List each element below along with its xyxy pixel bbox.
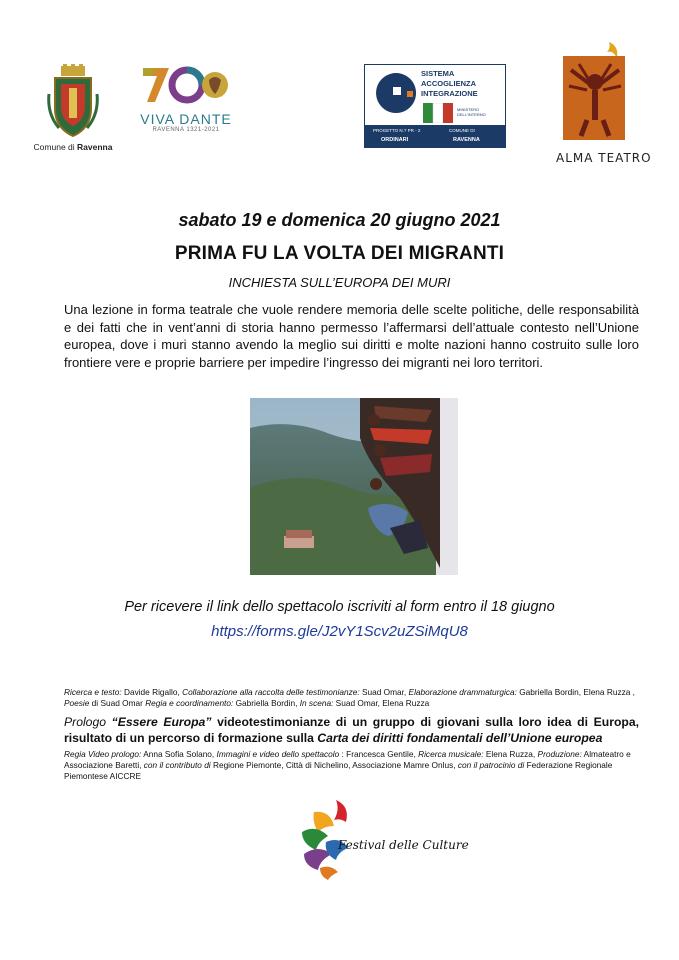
credit-value: Elena Ruzza, — [483, 749, 538, 759]
migrants-boat-photo — [250, 398, 458, 575]
credit-label: Collaborazione alla raccolta delle testimonianze: — [182, 687, 360, 697]
viva-dante-logo — [138, 66, 234, 146]
alma-teatro-logo — [556, 40, 652, 166]
credit-value: Davide Rigallo, — [121, 687, 183, 697]
signup-instructions: Per ricevere il link dello spettacolo iscriviti al form entro il 18 giugno — [124, 599, 555, 615]
ministry-flag-icon — [423, 103, 453, 123]
comune-name: Ravenna — [77, 142, 113, 152]
sai-title-line-2: ACCOGLIENZA — [421, 79, 476, 88]
credit-value: Regione Piemonte, Città di Nichelino, Associazione Mamre Onlus, — [210, 760, 458, 770]
festival-culture-logo — [296, 798, 469, 880]
prologo-name: “Essere Europa” — [111, 715, 212, 729]
sai-emblem-icon — [371, 69, 421, 119]
ravenna-coat-of-arms-icon — [45, 64, 101, 140]
sai-project-label: PROGETTO N.? PR - 2 — [373, 128, 421, 133]
credit-value: di Suad Omar — [89, 698, 146, 708]
credit-label: con il patrocinio di — [457, 760, 525, 770]
credit-label: con il contributo di — [143, 760, 211, 770]
prologo-text: videotestimonianze di un gruppo di giovani sulla loro idea di Europa, risultato di un percorso di formazione sulla — [64, 715, 639, 745]
credit-label: Elaborazione drammaturgica: — [408, 687, 517, 697]
credit-value: Gabriella Bordin, Elena Ruzza , — [516, 687, 635, 697]
event-title: PRIMA FU LA VOLTA DEI MIGRANTI — [174, 243, 505, 264]
credit-label: Ricerca musicale: — [418, 749, 484, 759]
sai-logo — [364, 64, 506, 148]
viva-dante-title: VIVA DANTE — [140, 111, 232, 127]
sai-title-line-1: SISTEMA — [421, 69, 455, 78]
sai-title-line-3: INTEGRAZIONE — [421, 89, 478, 98]
sai-city: RAVENNA — [453, 137, 480, 143]
photo-illustration — [250, 398, 458, 575]
comune-ravenna-logo — [28, 64, 118, 154]
event-date: sabato 19 e domenica 20 giugno 2021 — [178, 210, 501, 230]
credit-label: Regia e coordinamento: — [145, 698, 234, 708]
viva-dante-subtitle: RAVENNA 1321-2021 — [152, 127, 220, 133]
credit-value: Gabriella Bordin, — [233, 698, 300, 708]
credit-label: Produzione: — [537, 749, 582, 759]
credit-label: In scena: — [299, 698, 334, 708]
sai-type: ORDINARI — [381, 137, 409, 143]
credit-value: Suad Omar, — [359, 687, 409, 697]
festival-name: Festival delle Culture — [338, 838, 469, 852]
comune-label: Comune di — [33, 142, 78, 152]
sai-comune-label: COMUNE DI — [449, 128, 475, 133]
viva-dante-700-mark — [141, 66, 231, 104]
credits-production — [64, 749, 639, 782]
prologo-charter: Carta dei diritti fondamentali dell’Unione europea — [317, 731, 603, 745]
sai-ministry: MINISTERO DELL'INTERNO — [457, 107, 486, 117]
credit-value: Almateatro e Associazione Baretti, — [64, 749, 631, 770]
credit-label: Poesie — [64, 698, 90, 708]
credit-label: Regia Video prologo: — [64, 749, 142, 759]
credit-value: : Francesca Gentile, — [339, 749, 419, 759]
alma-teatro-name: ALMA TEATRO — [556, 151, 652, 165]
credit-value: Federazione Regionale Piemontese AICCRE — [64, 760, 613, 781]
signup-form-link[interactable]: https://forms.gle/J2vY1Scv2uZSiMqU8 — [211, 623, 468, 640]
credit-value: Suad Omar, Elena Ruzza — [333, 698, 430, 708]
credit-label: Ricerca e testo: — [64, 687, 122, 697]
credit-value: Anna Sofia Solano, — [141, 749, 217, 759]
credit-label: Immagini e video dello spettacolo — [216, 749, 340, 759]
credits-main — [64, 687, 639, 709]
prologo-label: Prologo — [64, 715, 112, 729]
alma-teatro-figure-icon — [559, 40, 631, 144]
event-subtitle: INCHIESTA SULL’EUROPA DEI MURI — [228, 275, 451, 290]
event-description: Una lezione in forma teatrale che vuole rendere memoria delle scelte politiche, delle responsabilità e dei fatti che in vent’anni di storia hanno permesso l’affermarsi dell’attuale contesto nell’Unione europea, dove i muri stanno avendo la meglio sui diritti e molte nazioni hanno costruito sulle loro frontiere vere e proprie barriere per impedire l’ingresso dei migranti nei loro territori. — [64, 302, 639, 370]
prologo-paragraph — [64, 714, 639, 746]
